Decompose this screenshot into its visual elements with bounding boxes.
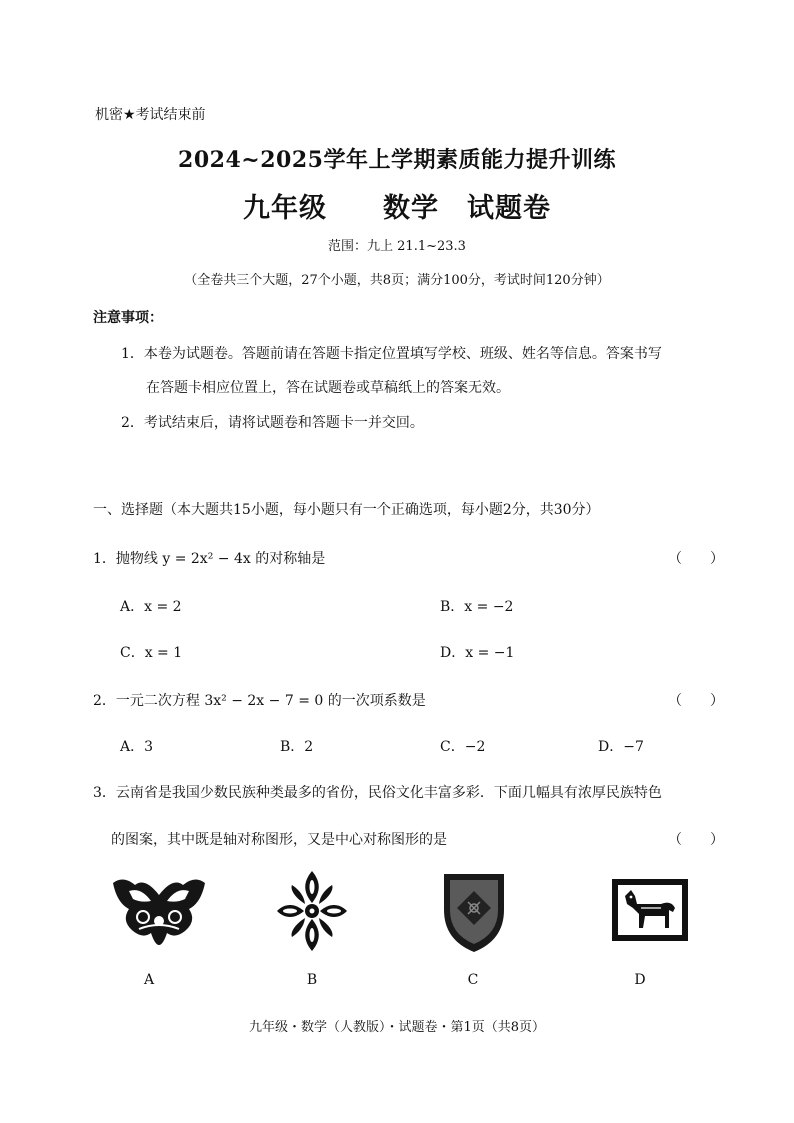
page-footer: 九年级・数学（人教版）・试题卷・第1页（共8页）: [248, 1020, 546, 1035]
question-3-answer-paren: （ ）: [668, 832, 724, 848]
notice-item-1-line-1: 1．本卷为试题卷。答题前请在答题卡指定位置填写学校、班级、姓名等信息。答案书写: [121, 346, 662, 362]
question-3-stem-line-2: 的图案，其中既是轴对称图形，又是中心对称图形的是: [111, 832, 447, 848]
notice-item-2: 2．考试结束后，请将试题卷和答题卡一并交回。: [121, 415, 424, 431]
question-2-option-b: B．2: [280, 739, 314, 755]
question-2-answer-paren: （ ）: [668, 693, 724, 709]
pattern-b-label: B: [306, 972, 318, 988]
exam-subtitle: 九年级 数学 试题卷: [243, 193, 551, 224]
pattern-a-image: [109, 873, 209, 947]
section-1-heading: 一、选择题（本大题共15小题，每小题只有一个正确选项，每小题2分，共30分）: [93, 502, 600, 518]
question-2-option-c: C．−2: [440, 739, 486, 755]
question-1-option-b: B．x = −2: [440, 599, 514, 615]
question-3-stem-line-1: 3．云南省是我国少数民族种类最多的省份，民俗文化丰富多彩．下面几幅具有浓厚民族特色: [93, 785, 662, 801]
notice-title: 注意事项：: [93, 310, 163, 326]
pattern-c-label: C: [467, 972, 479, 988]
pattern-a-label: A: [143, 972, 155, 988]
question-2-option-d: D．−7: [598, 739, 644, 755]
confidential-mark: 机密★考试结束前: [95, 107, 206, 123]
question-1-option-d: D．x = −1: [440, 645, 515, 661]
question-1-answer-paren: （ ）: [668, 551, 724, 567]
pattern-d-label: D: [634, 972, 646, 988]
notice-item-1-line-2: 在答题卡相应位置上，答在试题卷或草稿纸上的答案无效。: [146, 380, 510, 396]
pattern-c-image: [440, 870, 508, 954]
question-1-option-a: A．x = 2: [120, 599, 182, 615]
exam-title: 2024~2025学年上学期素质能力提升训练: [178, 147, 616, 173]
exam-info: （全卷共三个大题，27个小题，共8页；满分100分，考试时间120分钟）: [184, 273, 610, 288]
question-1-stem: 1．抛物线 y = 2x² − 4x 的对称轴是: [93, 551, 326, 567]
exam-scope: 范围：九上 21.1~23.3: [328, 239, 466, 254]
question-1-option-c: C．x = 1: [120, 645, 183, 661]
pattern-b-image: [276, 870, 348, 952]
question-2-stem: 2．一元二次方程 3x² − 2x − 7 = 0 的一次项系数是: [93, 693, 426, 709]
pattern-d-image: [611, 878, 689, 942]
question-2-option-a: A．3: [120, 739, 154, 755]
